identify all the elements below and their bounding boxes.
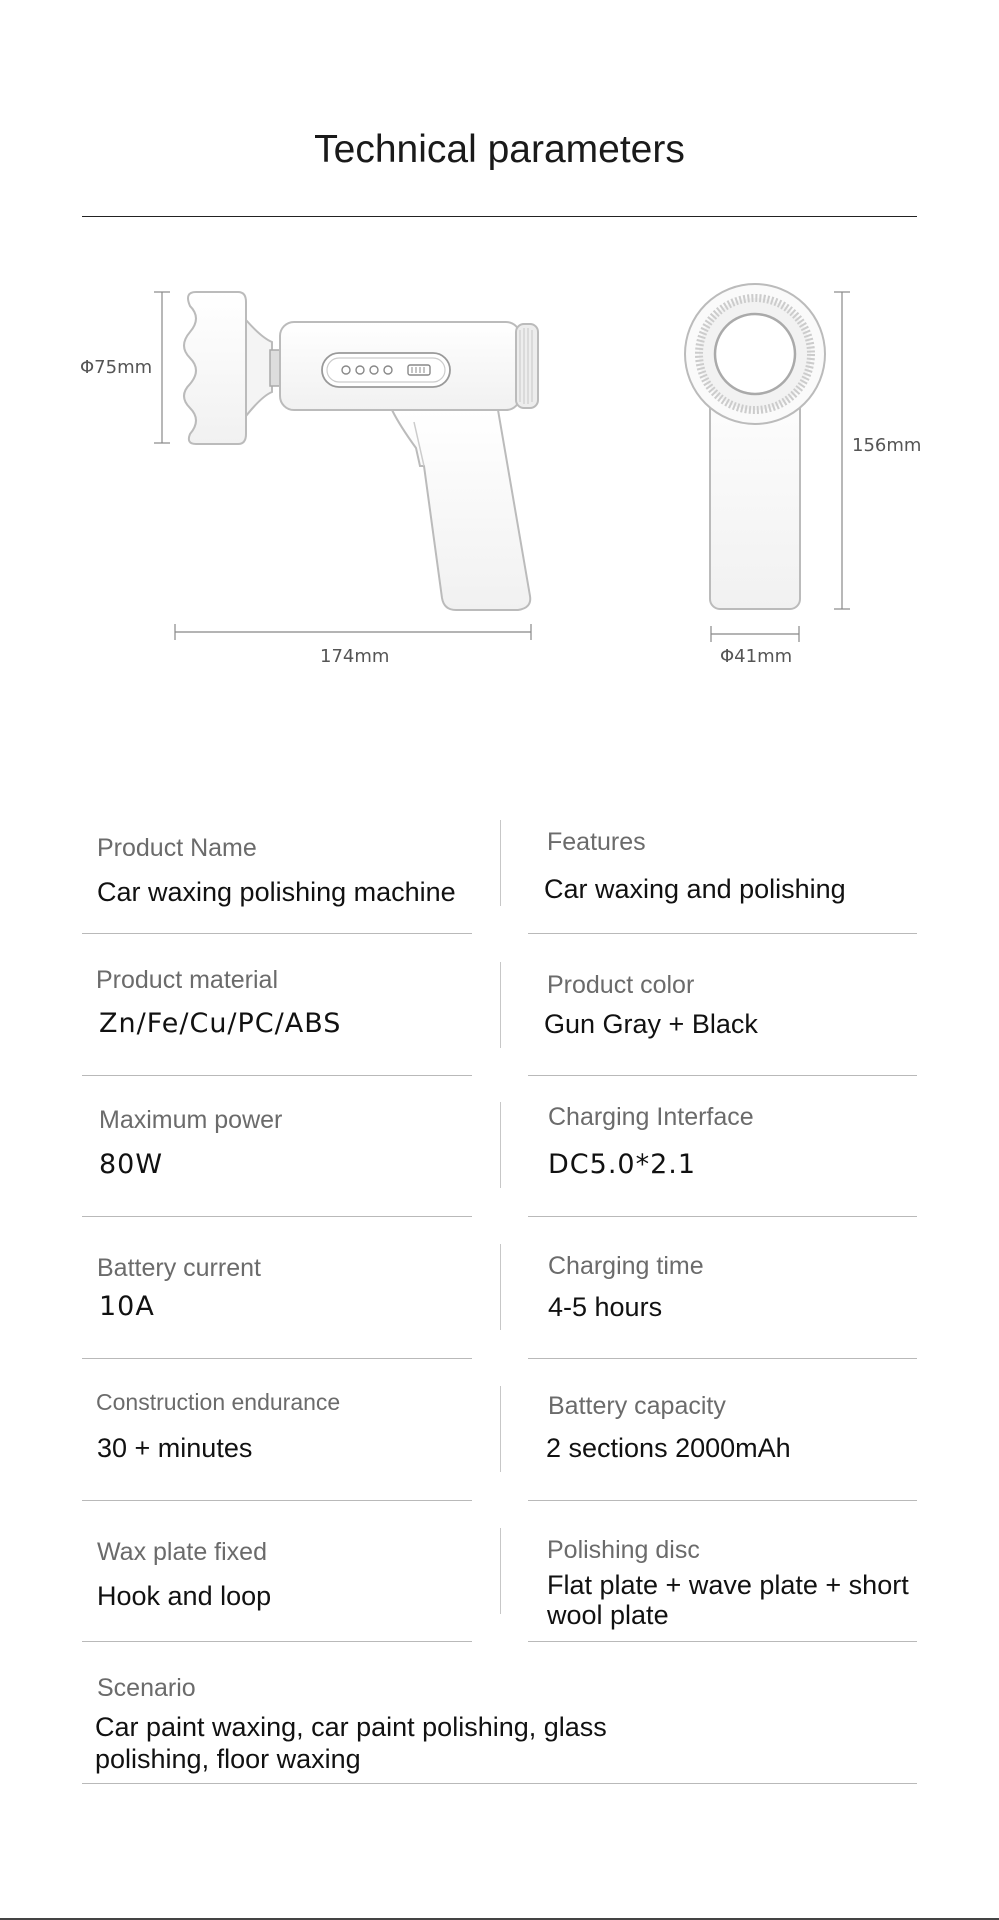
spec-label: Maximum power (99, 1106, 283, 1134)
height-dimension (834, 292, 850, 609)
spec-value: Car waxing and polishing (544, 874, 846, 904)
row-divider (82, 1500, 472, 1501)
column-divider (500, 1102, 501, 1188)
polishing-pad-shape (184, 292, 246, 444)
row-divider (82, 1641, 472, 1642)
handle-diameter-dimension (711, 626, 799, 642)
head-diameter-label: Φ75mm (80, 357, 153, 378)
spec-value: 2 sections 2000mAh (546, 1433, 791, 1463)
column-divider (500, 1386, 501, 1472)
page-title: Technical parameters (314, 128, 685, 171)
pad-neck-shape (246, 320, 272, 416)
spec-value: Car waxing polishing machine (97, 877, 456, 907)
spec-value: Flat plate + wave plate + short wool plate (547, 1570, 909, 1630)
spec-value: Zn/Fe/Cu/PC/ABS (99, 1008, 342, 1039)
column-divider (500, 962, 501, 1048)
length-dimension (175, 624, 531, 640)
spec-value: 30 + minutes (97, 1433, 253, 1463)
row-divider (82, 1216, 472, 1217)
spec-label: Product Name (97, 834, 257, 862)
spec-label: Wax plate fixed (97, 1538, 267, 1566)
row-divider (82, 1358, 472, 1359)
spec-label: Polishing disc (547, 1536, 700, 1564)
handle-shape (392, 410, 530, 610)
row-divider (528, 1216, 917, 1217)
row-divider (528, 1641, 917, 1642)
row-divider (82, 1783, 917, 1784)
spec-value: 4-5 hours (548, 1292, 663, 1322)
spec-label: Features (547, 828, 646, 856)
row-divider (528, 1358, 917, 1359)
row-divider (528, 933, 917, 934)
product-dimension-drawing (0, 270, 999, 690)
length-label: 174mm (320, 646, 390, 667)
height-label: 156mm (852, 435, 922, 456)
handle-diameter-label: Φ41mm (720, 646, 793, 667)
rear-ring-shape (516, 324, 538, 408)
column-divider (500, 820, 501, 906)
column-divider (500, 1528, 501, 1614)
spec-value: DC5.0*2.1 (548, 1149, 697, 1180)
spec-label: Construction endurance (96, 1389, 341, 1415)
spec-label: Product color (547, 971, 695, 999)
column-divider (500, 1244, 501, 1330)
spec-label: Charging Interface (548, 1103, 754, 1131)
head-diameter-dimension (154, 292, 170, 443)
spec-label: Battery current (97, 1254, 261, 1282)
spec-label: Scenario (97, 1674, 196, 1702)
spec-label: Product material (96, 966, 279, 994)
spec-value: Gun Gray + Black (544, 1009, 758, 1039)
spec-value: Car paint waxing, car paint polishing, glass polishing, floor waxing (95, 1712, 607, 1774)
row-divider (82, 1075, 472, 1076)
spec-value: 10A (99, 1291, 155, 1322)
spindle-shape (270, 350, 280, 386)
title-divider (82, 216, 917, 217)
row-divider (528, 1500, 917, 1501)
spec-label: Charging time (548, 1252, 704, 1280)
spec-label: Battery capacity (548, 1392, 726, 1420)
row-divider (82, 933, 472, 934)
spec-value: Hook and loop (97, 1581, 272, 1611)
row-divider (528, 1075, 917, 1076)
spec-value: 80W (99, 1149, 164, 1180)
